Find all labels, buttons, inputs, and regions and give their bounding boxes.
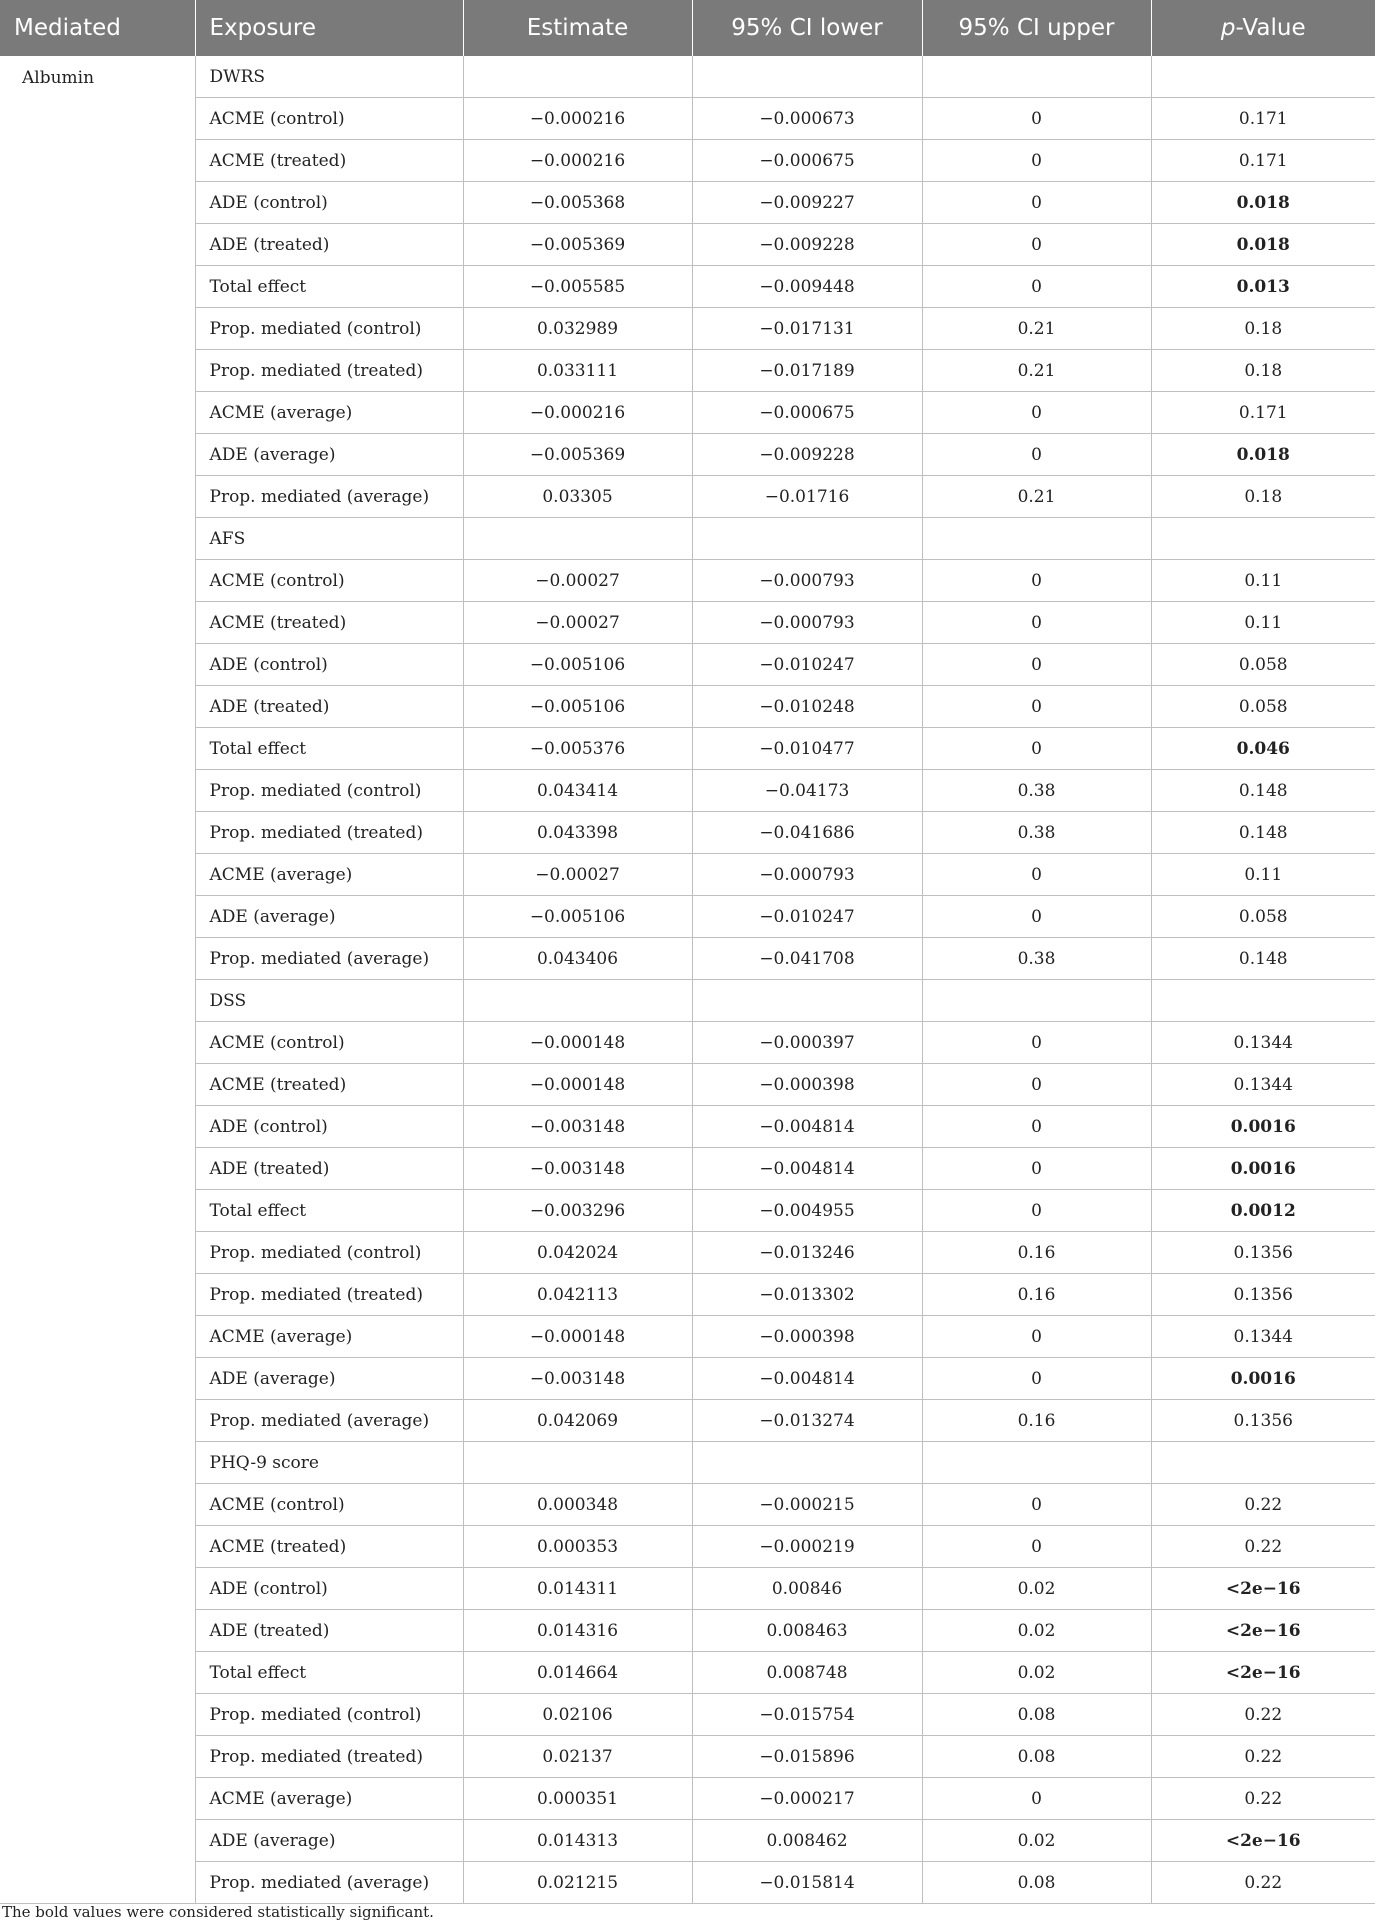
table-row bbox=[0, 98, 1375, 140]
table-row bbox=[0, 518, 1375, 560]
p-value-cell: <2e−16 bbox=[1151, 1652, 1375, 1694]
ci-lower-cell: −0.010477 bbox=[692, 728, 922, 770]
ci-upper-cell: 0 bbox=[922, 140, 1151, 182]
ci-lower-cell: −0.015754 bbox=[692, 1694, 922, 1736]
p-value-cell: 0.11 bbox=[1151, 560, 1375, 602]
ci-lower-cell bbox=[692, 518, 922, 560]
exposure-cell: Prop. mediated (treated) bbox=[195, 350, 463, 392]
ci-lower-cell: −0.000793 bbox=[692, 602, 922, 644]
exposure-cell: Prop. mediated (treated) bbox=[195, 812, 463, 854]
table-row bbox=[0, 1862, 1375, 1904]
ci-lower-cell: −0.015814 bbox=[692, 1862, 922, 1904]
estimate-cell: −0.003148 bbox=[463, 1358, 692, 1400]
exposure-cell: DWRS bbox=[195, 56, 463, 98]
ci-upper-cell: 0 bbox=[922, 392, 1151, 434]
ci-upper-cell: 0 bbox=[922, 1358, 1151, 1400]
table-row bbox=[0, 1820, 1375, 1862]
exposure-cell: ACME (average) bbox=[195, 1778, 463, 1820]
exposure-cell: ADE (treated) bbox=[195, 686, 463, 728]
ci-upper-cell: 0 bbox=[922, 98, 1151, 140]
ci-upper-cell: 0 bbox=[922, 560, 1151, 602]
ci-upper-cell: 0.38 bbox=[922, 770, 1151, 812]
estimate-cell bbox=[463, 1442, 692, 1484]
exposure-cell: ACME (treated) bbox=[195, 602, 463, 644]
ci-lower-cell: −0.015896 bbox=[692, 1736, 922, 1778]
exposure-cell: ACME (control) bbox=[195, 1022, 463, 1064]
estimate-cell: 0.014311 bbox=[463, 1568, 692, 1610]
ci-upper-cell: 0.16 bbox=[922, 1274, 1151, 1316]
estimate-cell: 0.03305 bbox=[463, 476, 692, 518]
table-row bbox=[0, 1190, 1375, 1232]
table-row bbox=[0, 1778, 1375, 1820]
estimate-cell: −0.000216 bbox=[463, 392, 692, 434]
p-value-cell: 0.0016 bbox=[1151, 1106, 1375, 1148]
table-row bbox=[0, 1232, 1375, 1274]
table-row bbox=[0, 854, 1375, 896]
p-value-cell: 0.1356 bbox=[1151, 1400, 1375, 1442]
exposure-cell: ACME (control) bbox=[195, 560, 463, 602]
exposure-cell: ACME (treated) bbox=[195, 1064, 463, 1106]
ci-lower-cell: 0.00846 bbox=[692, 1568, 922, 1610]
table-row bbox=[0, 224, 1375, 266]
ci-lower-cell: −0.000673 bbox=[692, 98, 922, 140]
ci-lower-cell: −0.013246 bbox=[692, 1232, 922, 1274]
estimate-cell: 0.021215 bbox=[463, 1862, 692, 1904]
exposure-cell: ADE (average) bbox=[195, 1820, 463, 1862]
estimate-cell bbox=[463, 56, 692, 98]
ci-lower-cell: −0.010247 bbox=[692, 644, 922, 686]
ci-upper-cell: 0 bbox=[922, 854, 1151, 896]
ci-upper-cell: 0 bbox=[922, 182, 1151, 224]
p-value-cell: 0.22 bbox=[1151, 1484, 1375, 1526]
estimate-cell: 0.014313 bbox=[463, 1820, 692, 1862]
ci-lower-cell: −0.004814 bbox=[692, 1148, 922, 1190]
exposure-cell: ACME (average) bbox=[195, 392, 463, 434]
exposure-cell: PHQ-9 score bbox=[195, 1442, 463, 1484]
ci-upper-cell: 0 bbox=[922, 224, 1151, 266]
ci-upper-cell: 0 bbox=[922, 1022, 1151, 1064]
exposure-cell: Total effect bbox=[195, 266, 463, 308]
p-value-cell: 0.046 bbox=[1151, 728, 1375, 770]
table-row bbox=[0, 602, 1375, 644]
ci-lower-cell: −0.009448 bbox=[692, 266, 922, 308]
ci-lower-cell: −0.000397 bbox=[692, 1022, 922, 1064]
ci-lower-cell: −0.013302 bbox=[692, 1274, 922, 1316]
ci-lower-cell: 0.008463 bbox=[692, 1610, 922, 1652]
estimate-cell: 0.043398 bbox=[463, 812, 692, 854]
estimate-cell: −0.003296 bbox=[463, 1190, 692, 1232]
ci-upper-cell: 0.02 bbox=[922, 1568, 1151, 1610]
p-value-cell: 0.22 bbox=[1151, 1778, 1375, 1820]
p-value-cell: 0.22 bbox=[1151, 1862, 1375, 1904]
exposure-cell: ADE (treated) bbox=[195, 224, 463, 266]
estimate-cell: 0.032989 bbox=[463, 308, 692, 350]
exposure-cell: ADE (control) bbox=[195, 1106, 463, 1148]
p-value-cell: 0.0012 bbox=[1151, 1190, 1375, 1232]
estimate-cell: −0.005106 bbox=[463, 686, 692, 728]
estimate-cell: 0.000353 bbox=[463, 1526, 692, 1568]
estimate-cell bbox=[463, 518, 692, 560]
estimate-cell: 0.033111 bbox=[463, 350, 692, 392]
table-row bbox=[0, 1484, 1375, 1526]
p-value-cell: 0.058 bbox=[1151, 686, 1375, 728]
p-value-cell bbox=[1151, 980, 1375, 1022]
p-value-cell: 0.1344 bbox=[1151, 1022, 1375, 1064]
exposure-cell: Prop. mediated (control) bbox=[195, 1694, 463, 1736]
ci-upper-cell: 0.02 bbox=[922, 1820, 1151, 1862]
p-value-cell: 0.11 bbox=[1151, 602, 1375, 644]
table-row bbox=[0, 938, 1375, 980]
ci-lower-cell bbox=[692, 1442, 922, 1484]
ci-upper-cell: 0 bbox=[922, 686, 1151, 728]
table-row bbox=[0, 812, 1375, 854]
p-value-cell: 0.22 bbox=[1151, 1694, 1375, 1736]
exposure-cell: ADE (treated) bbox=[195, 1610, 463, 1652]
exposure-cell: DSS bbox=[195, 980, 463, 1022]
p-value-cell: 0.171 bbox=[1151, 392, 1375, 434]
table-row bbox=[0, 980, 1375, 1022]
estimate-cell: 0.02106 bbox=[463, 1694, 692, 1736]
p-value-cell: 0.013 bbox=[1151, 266, 1375, 308]
p-value-cell: 0.22 bbox=[1151, 1526, 1375, 1568]
table-row bbox=[0, 1526, 1375, 1568]
p-value-cell: 0.11 bbox=[1151, 854, 1375, 896]
table-row bbox=[0, 686, 1375, 728]
table-row bbox=[0, 644, 1375, 686]
p-value-cell: 0.1344 bbox=[1151, 1316, 1375, 1358]
p-value-cell: 0.1356 bbox=[1151, 1232, 1375, 1274]
ci-upper-cell: 0 bbox=[922, 1064, 1151, 1106]
ci-lower-cell: −0.04173 bbox=[692, 770, 922, 812]
table-row bbox=[0, 896, 1375, 938]
exposure-cell: ACME (control) bbox=[195, 98, 463, 140]
ci-lower-cell: −0.01716 bbox=[692, 476, 922, 518]
ci-upper-cell: 0.08 bbox=[922, 1736, 1151, 1778]
exposure-cell: Prop. mediated (control) bbox=[195, 1232, 463, 1274]
ci-upper-cell: 0 bbox=[922, 266, 1151, 308]
header-p-value: p-Value bbox=[1151, 0, 1375, 56]
exposure-cell: Prop. mediated (control) bbox=[195, 770, 463, 812]
p-value-cell: 0.0016 bbox=[1151, 1358, 1375, 1400]
table-row bbox=[0, 1736, 1375, 1778]
exposure-cell: ADE (control) bbox=[195, 182, 463, 224]
estimate-cell: 0.042024 bbox=[463, 1232, 692, 1274]
ci-upper-cell: 0 bbox=[922, 728, 1151, 770]
p-value-cell: 0.18 bbox=[1151, 476, 1375, 518]
estimate-cell bbox=[463, 980, 692, 1022]
table-row bbox=[0, 1106, 1375, 1148]
ci-upper-cell: 0 bbox=[922, 434, 1151, 476]
exposure-cell: ACME (control) bbox=[195, 1484, 463, 1526]
table-row bbox=[0, 350, 1375, 392]
table-row bbox=[0, 1316, 1375, 1358]
estimate-cell: −0.000216 bbox=[463, 140, 692, 182]
ci-upper-cell: 0.16 bbox=[922, 1232, 1151, 1274]
ci-upper-cell: 0.08 bbox=[922, 1862, 1151, 1904]
ci-lower-cell: −0.000219 bbox=[692, 1526, 922, 1568]
ci-lower-cell bbox=[692, 980, 922, 1022]
estimate-cell: 0.000351 bbox=[463, 1778, 692, 1820]
p-value-cell bbox=[1151, 518, 1375, 560]
p-value-cell: 0.148 bbox=[1151, 770, 1375, 812]
ci-upper-cell: 0 bbox=[922, 1316, 1151, 1358]
table-row bbox=[0, 476, 1375, 518]
table-row bbox=[0, 560, 1375, 602]
mediated-cell: Albumin bbox=[0, 56, 195, 1904]
exposure-cell: Prop. mediated (treated) bbox=[195, 1736, 463, 1778]
p-value-cell: 0.1356 bbox=[1151, 1274, 1375, 1316]
p-value-cell: 0.148 bbox=[1151, 938, 1375, 980]
exposure-cell: Prop. mediated (average) bbox=[195, 476, 463, 518]
ci-lower-cell: −0.000793 bbox=[692, 560, 922, 602]
table-row bbox=[0, 1400, 1375, 1442]
p-value-cell: 0.171 bbox=[1151, 140, 1375, 182]
table-footnote: The bold values were considered statistically significant. bbox=[2, 1903, 434, 1921]
p-value-cell bbox=[1151, 1442, 1375, 1484]
header-mediated: Mediated bbox=[0, 0, 195, 56]
estimate-cell: 0.043414 bbox=[463, 770, 692, 812]
p-value-cell: 0.018 bbox=[1151, 182, 1375, 224]
p-value-cell: 0.1344 bbox=[1151, 1064, 1375, 1106]
p-value-cell: 0.171 bbox=[1151, 98, 1375, 140]
table-row bbox=[0, 1022, 1375, 1064]
estimate-cell: −0.003148 bbox=[463, 1106, 692, 1148]
table-row bbox=[0, 1652, 1375, 1694]
ci-upper-cell bbox=[922, 518, 1151, 560]
exposure-cell: ACME (treated) bbox=[195, 1526, 463, 1568]
exposure-cell: ADE (control) bbox=[195, 644, 463, 686]
ci-upper-cell: 0 bbox=[922, 1190, 1151, 1232]
header-estimate: Estimate bbox=[463, 0, 692, 56]
estimate-cell: 0.042069 bbox=[463, 1400, 692, 1442]
ci-upper-cell: 0.02 bbox=[922, 1652, 1151, 1694]
ci-lower-cell: 0.008748 bbox=[692, 1652, 922, 1694]
exposure-cell: Prop. mediated (control) bbox=[195, 308, 463, 350]
ci-upper-cell bbox=[922, 1442, 1151, 1484]
estimate-cell: 0.014316 bbox=[463, 1610, 692, 1652]
table-row bbox=[0, 1064, 1375, 1106]
estimate-cell: 0.02137 bbox=[463, 1736, 692, 1778]
estimate-cell: −0.000148 bbox=[463, 1022, 692, 1064]
estimate-cell: 0.043406 bbox=[463, 938, 692, 980]
p-value-cell: 0.22 bbox=[1151, 1736, 1375, 1778]
ci-upper-cell: 0 bbox=[922, 1778, 1151, 1820]
ci-upper-cell: 0 bbox=[922, 1106, 1151, 1148]
ci-upper-cell: 0 bbox=[922, 644, 1151, 686]
exposure-cell: Prop. mediated (treated) bbox=[195, 1274, 463, 1316]
estimate-cell: −0.00027 bbox=[463, 854, 692, 896]
p-value-cell: 0.058 bbox=[1151, 896, 1375, 938]
exposure-cell: Prop. mediated (average) bbox=[195, 938, 463, 980]
table-row bbox=[0, 728, 1375, 770]
p-italic-label: p bbox=[1220, 15, 1236, 41]
estimate-cell: −0.003148 bbox=[463, 1148, 692, 1190]
ci-upper-cell: 0 bbox=[922, 1484, 1151, 1526]
estimate-cell: −0.005585 bbox=[463, 266, 692, 308]
header-ci-lower: 95% CI lower bbox=[692, 0, 922, 56]
ci-lower-cell: 0.008462 bbox=[692, 1820, 922, 1862]
ci-upper-cell: 0.38 bbox=[922, 812, 1151, 854]
p-value-cell: 0.18 bbox=[1151, 308, 1375, 350]
exposure-cell: ADE (average) bbox=[195, 896, 463, 938]
table-row bbox=[0, 1610, 1375, 1652]
table-row bbox=[0, 1148, 1375, 1190]
ci-lower-cell: −0.004814 bbox=[692, 1358, 922, 1400]
table-row bbox=[0, 266, 1375, 308]
exposure-cell: Prop. mediated (average) bbox=[195, 1862, 463, 1904]
estimate-cell: −0.000216 bbox=[463, 98, 692, 140]
ci-lower-cell: −0.000398 bbox=[692, 1064, 922, 1106]
table-row bbox=[0, 308, 1375, 350]
ci-lower-cell: −0.004814 bbox=[692, 1106, 922, 1148]
ci-upper-cell: 0 bbox=[922, 1148, 1151, 1190]
header-exposure: Exposure bbox=[195, 0, 463, 56]
ci-upper-cell: 0 bbox=[922, 602, 1151, 644]
p-value-cell: 0.18 bbox=[1151, 350, 1375, 392]
ci-upper-cell: 0.21 bbox=[922, 350, 1151, 392]
estimate-cell: 0.014664 bbox=[463, 1652, 692, 1694]
ci-upper-cell: 0.38 bbox=[922, 938, 1151, 980]
ci-upper-cell: 0.02 bbox=[922, 1610, 1151, 1652]
exposure-cell: ADE (control) bbox=[195, 1568, 463, 1610]
ci-upper-cell: 0 bbox=[922, 896, 1151, 938]
ci-upper-cell: 0.16 bbox=[922, 1400, 1151, 1442]
ci-upper-cell: 0.21 bbox=[922, 476, 1151, 518]
table-row bbox=[0, 434, 1375, 476]
estimate-cell: −0.000148 bbox=[463, 1316, 692, 1358]
exposure-cell: ACME (average) bbox=[195, 854, 463, 896]
p-value-cell: 0.018 bbox=[1151, 434, 1375, 476]
header-ci-upper: 95% CI upper bbox=[922, 0, 1151, 56]
p-value-cell: 0.148 bbox=[1151, 812, 1375, 854]
exposure-cell: Total effect bbox=[195, 1190, 463, 1232]
ci-lower-cell: −0.041686 bbox=[692, 812, 922, 854]
table-row bbox=[0, 1358, 1375, 1400]
table-row bbox=[0, 770, 1375, 812]
estimate-cell: −0.005106 bbox=[463, 896, 692, 938]
ci-lower-cell: −0.009228 bbox=[692, 434, 922, 476]
table-body bbox=[0, 56, 1375, 1904]
table-row bbox=[0, 140, 1375, 182]
estimate-cell: −0.005106 bbox=[463, 644, 692, 686]
ci-upper-cell bbox=[922, 56, 1151, 98]
exposure-cell: AFS bbox=[195, 518, 463, 560]
estimate-cell: −0.005369 bbox=[463, 434, 692, 476]
estimate-cell: 0.000348 bbox=[463, 1484, 692, 1526]
p-value-cell: 0.0016 bbox=[1151, 1148, 1375, 1190]
estimate-cell: −0.005369 bbox=[463, 224, 692, 266]
estimate-cell: −0.005368 bbox=[463, 182, 692, 224]
p-value-cell: 0.058 bbox=[1151, 644, 1375, 686]
p-value-cell: <2e−16 bbox=[1151, 1820, 1375, 1862]
exposure-cell: Total effect bbox=[195, 1652, 463, 1694]
ci-lower-cell: −0.010248 bbox=[692, 686, 922, 728]
ci-lower-cell bbox=[692, 56, 922, 98]
table-row bbox=[0, 1568, 1375, 1610]
estimate-cell: 0.042113 bbox=[463, 1274, 692, 1316]
estimate-cell: −0.00027 bbox=[463, 560, 692, 602]
p-value-cell: 0.018 bbox=[1151, 224, 1375, 266]
ci-lower-cell: −0.009227 bbox=[692, 182, 922, 224]
ci-lower-cell: −0.000215 bbox=[692, 1484, 922, 1526]
ci-upper-cell: 0 bbox=[922, 1526, 1151, 1568]
exposure-cell: ADE (average) bbox=[195, 1358, 463, 1400]
ci-lower-cell: −0.000675 bbox=[692, 140, 922, 182]
p-value-cell: <2e−16 bbox=[1151, 1568, 1375, 1610]
ci-upper-cell bbox=[922, 980, 1151, 1022]
estimate-cell: −0.00027 bbox=[463, 602, 692, 644]
ci-lower-cell: −0.017131 bbox=[692, 308, 922, 350]
table-row bbox=[0, 1274, 1375, 1316]
p-value-cell: <2e−16 bbox=[1151, 1610, 1375, 1652]
exposure-cell: Prop. mediated (average) bbox=[195, 1400, 463, 1442]
table-row bbox=[0, 56, 1375, 98]
exposure-cell: ADE (average) bbox=[195, 434, 463, 476]
ci-upper-cell: 0.08 bbox=[922, 1694, 1151, 1736]
ci-lower-cell: −0.004955 bbox=[692, 1190, 922, 1232]
ci-lower-cell: −0.000793 bbox=[692, 854, 922, 896]
ci-lower-cell: −0.000675 bbox=[692, 392, 922, 434]
exposure-cell: Total effect bbox=[195, 728, 463, 770]
table-header bbox=[0, 0, 1375, 56]
table-row bbox=[0, 182, 1375, 224]
ci-lower-cell: −0.010247 bbox=[692, 896, 922, 938]
ci-lower-cell: −0.013274 bbox=[692, 1400, 922, 1442]
estimate-cell: −0.000148 bbox=[463, 1064, 692, 1106]
ci-lower-cell: −0.000398 bbox=[692, 1316, 922, 1358]
exposure-cell: ADE (treated) bbox=[195, 1148, 463, 1190]
ci-lower-cell: −0.017189 bbox=[692, 350, 922, 392]
p-value-cell bbox=[1151, 56, 1375, 98]
table-row bbox=[0, 392, 1375, 434]
ci-lower-cell: −0.009228 bbox=[692, 224, 922, 266]
ci-upper-cell: 0.21 bbox=[922, 308, 1151, 350]
header-row bbox=[0, 0, 1375, 56]
ci-lower-cell: −0.041708 bbox=[692, 938, 922, 980]
table-row bbox=[0, 1694, 1375, 1736]
exposure-cell: ACME (average) bbox=[195, 1316, 463, 1358]
estimate-cell: −0.005376 bbox=[463, 728, 692, 770]
ci-lower-cell: −0.000217 bbox=[692, 1778, 922, 1820]
table-row bbox=[0, 1442, 1375, 1484]
exposure-cell: ACME (treated) bbox=[195, 140, 463, 182]
